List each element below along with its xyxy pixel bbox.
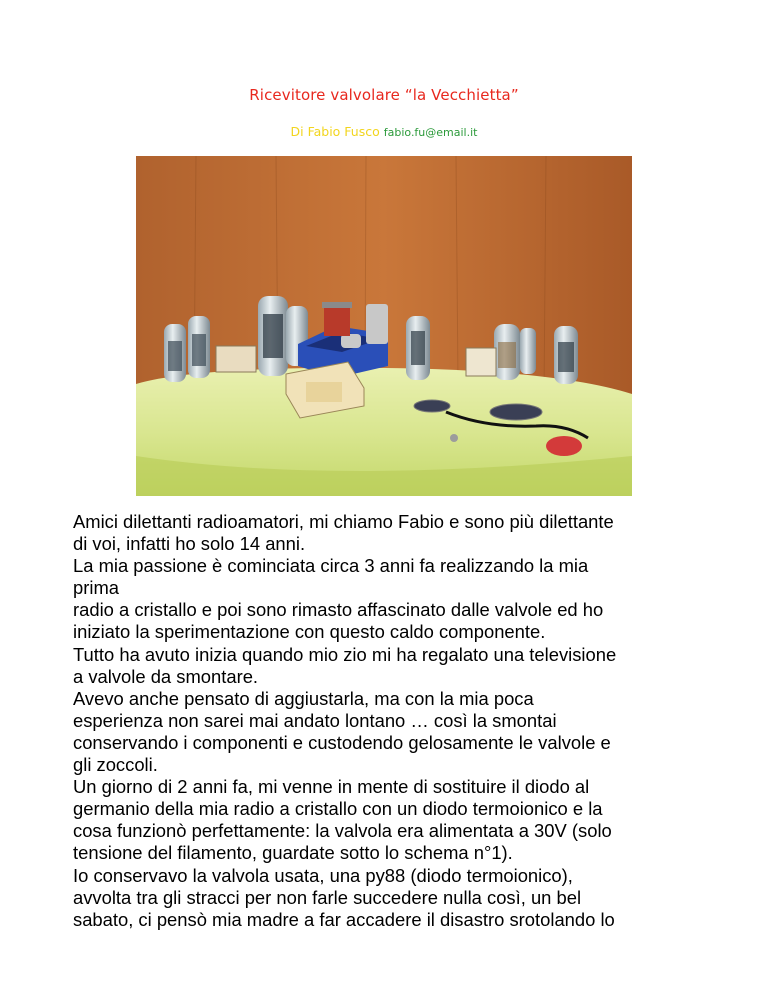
body-line: di voi, infatti ho solo 14 anni. — [73, 533, 306, 555]
body-line: prima — [73, 577, 119, 599]
body-line: a valvole da smontare. — [73, 665, 259, 687]
author-email-link[interactable]: fabio.fu@email.it — [383, 126, 478, 139]
body-line: Un giorno di 2 anni fa, mi venne in mente di sostituire il diodo al — [73, 776, 590, 798]
body-line: avvolta tra gli stracci per non farle succedere nulla così, un bel — [73, 886, 582, 908]
body-line: gli zoccoli. — [73, 754, 158, 776]
body-line: tensione del filamento, guardate sotto lo schema n°1). — [73, 842, 513, 864]
body-line: iniziato la sperimentazione con questo caldo componente. — [73, 621, 546, 643]
body-line: Avevo anche pensato di aggiustarla, ma con la mia poca — [73, 687, 534, 709]
author-name: Di Fabio Fusco — [290, 124, 380, 139]
byline — [0, 124, 768, 139]
body-line: Amici dilettanti radioamatori, mi chiamo Fabio e sono più dilettante — [73, 511, 614, 532]
body-line: esperienza non sarei mai andato lontano … così la smontai — [73, 709, 557, 731]
tube-collection-photo — [136, 156, 632, 496]
body-line: Tutto ha avuto inizia quando mio zio mi ha regalato una televisione — [73, 643, 617, 665]
body-line: La mia passione è cominciata circa 3 anni fa realizzando la mia — [73, 555, 589, 577]
body-line: radio a cristallo e poi sono rimasto affascinato dalle valvole ed ho — [73, 599, 604, 621]
body-line: cosa funzionò perfettamente: la valvola era alimentata a 30V (solo — [73, 820, 612, 842]
body-line: germanio della mia radio a cristallo con un diodo termoionico e la — [73, 798, 603, 820]
body-text — [73, 511, 713, 931]
body-line: conservando i componenti e custodendo gelosamente le valvole e — [73, 731, 611, 753]
document-title: Ricevitore valvolare “la Vecchietta” — [249, 86, 519, 104]
body-line: sabato, ci pensò mia madre a far accadere il disastro srotolando lo — [73, 908, 615, 930]
body-line: Io conservavo la valvola usata, una py88 (diodo termoionico), — [73, 864, 573, 886]
